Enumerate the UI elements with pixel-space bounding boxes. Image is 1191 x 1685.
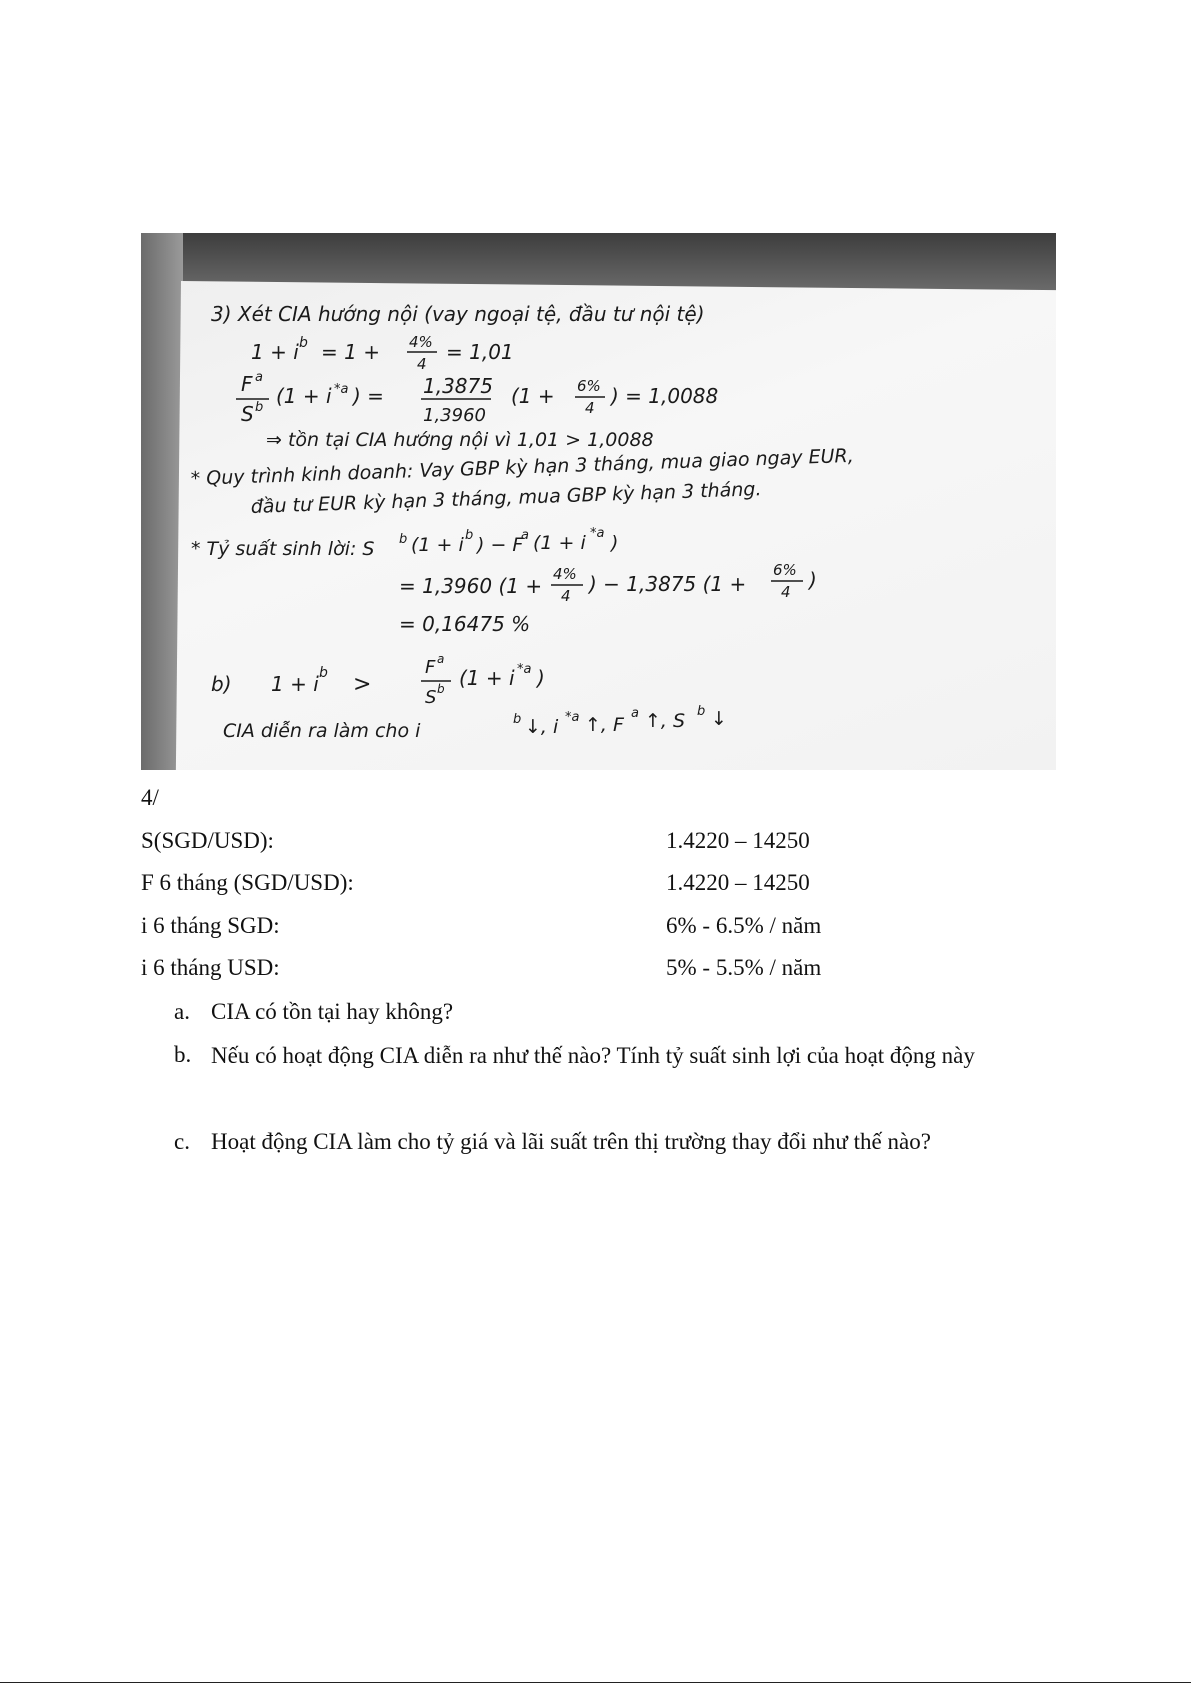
hw-line: = 0,16475 % <box>399 612 531 636</box>
hw-line: S <box>425 687 437 708</box>
hw-line: ↓, i <box>525 716 559 738</box>
hw-line: 1,3875 <box>423 374 493 398</box>
hw-line: 4% <box>553 565 577 583</box>
hw-line: b) <box>211 672 232 696</box>
handwriting-layer <box>141 233 1056 770</box>
hw-line: ↓ <box>711 708 727 730</box>
page-bottom-rule <box>0 1682 1191 1683</box>
hw-line: b <box>437 682 445 696</box>
question-marker-c: c. <box>174 1129 190 1154</box>
hw-line: (1 + <box>511 384 555 408</box>
row-label-forward-rate: F 6 tháng (SGD/USD): <box>141 870 354 895</box>
hw-line: a <box>521 528 529 543</box>
hw-line: *a <box>334 382 349 397</box>
hw-line: (1 + i <box>459 666 515 690</box>
hw-line: 1 + i <box>271 672 319 696</box>
hw-line: b <box>255 400 264 415</box>
hw-line: ↑, S <box>645 710 686 732</box>
hw-line: ) − F <box>477 534 524 556</box>
hw-line: (1 + i <box>276 384 332 408</box>
hw-line: ) <box>537 666 545 690</box>
hw-line: a <box>437 652 445 666</box>
hw-line: *a <box>565 710 580 725</box>
hw-line: b <box>513 712 522 727</box>
hw-line: ) = <box>353 384 384 408</box>
hw-line: S <box>241 402 254 426</box>
problem-number: 4/ <box>141 785 159 810</box>
hw-line: (1 + i <box>411 534 464 556</box>
hw-line: b <box>697 704 706 719</box>
hw-line: ) − 1,3875 (1 + <box>589 572 747 596</box>
hw-line: ⇒ tồn tại CIA hướng nội vì 1,01 > 1,0088 <box>266 429 654 451</box>
row-value-forward-rate: 1.4220 – 14250 <box>666 870 810 895</box>
row-label-interest-sgd: i 6 tháng SGD: <box>141 913 280 938</box>
row-label-interest-usd: i 6 tháng USD: <box>141 955 280 980</box>
hw-line: 4 <box>585 399 595 417</box>
row-label-spot-rate: S(SGD/USD): <box>141 828 274 853</box>
question-text-a: CIA có tồn tại hay không? <box>211 999 454 1024</box>
hw-line: = 1,3960 (1 + <box>399 574 543 598</box>
hw-line: *a <box>590 526 605 541</box>
hw-line: = 1,01 <box>446 340 514 364</box>
hw-line: 4 <box>561 587 571 605</box>
hw-line: đầu tư EUR kỳ hạn 3 tháng, mua GBP kỳ hạn 3 tháng. <box>250 478 762 518</box>
hw-line: 1 + i <box>251 340 299 364</box>
hw-line: 4% <box>409 333 433 351</box>
hw-line: a <box>255 370 263 385</box>
hw-line: 3) Xét CIA hướng nội (vay ngoại tệ, đầu tư nội tệ) <box>211 302 705 326</box>
hw-line: = 1 + <box>321 340 380 364</box>
handwritten-notes-photo <box>141 233 1056 770</box>
hw-line: * Tỷ suất sinh lời: S <box>191 538 375 560</box>
hw-line: ) = 1,0088 <box>611 384 719 408</box>
hw-line: F <box>425 657 436 678</box>
hw-line: b <box>465 528 474 543</box>
hw-line: F <box>241 372 253 396</box>
hw-line: b <box>399 532 408 547</box>
row-value-interest-usd: 5% - 5.5% / năm <box>666 955 822 980</box>
question-marker-a: a. <box>174 999 190 1024</box>
hw-line: b <box>319 665 328 681</box>
question-marker-b: b. <box>174 1042 192 1067</box>
hw-line: b <box>299 335 308 351</box>
hw-line: ) <box>809 568 817 592</box>
row-value-interest-sgd: 6% - 6.5% / năm <box>666 913 822 938</box>
hw-line: > <box>353 672 372 697</box>
hw-line: a <box>631 706 639 721</box>
hw-line: ) <box>611 532 619 554</box>
question-text-b: Nếu có hoạt động CIA diễn ra như thế nào? Tính tỷ suất sinh lợi của hoạt động này <box>211 1043 975 1068</box>
hw-line: 4 <box>781 583 791 601</box>
hw-line: 1,3960 <box>423 405 486 426</box>
hw-line: ↑, F <box>585 714 624 736</box>
hw-line: * Quy trình kinh doanh: Vay GBP kỳ hạn 3 tháng, mua giao ngay EUR, <box>190 444 855 490</box>
hw-line: *a <box>517 662 532 677</box>
hw-line: 6% <box>773 561 797 579</box>
hw-line: (1 + i <box>533 532 586 554</box>
question-text-c: Hoạt động CIA làm cho tỷ giá và lãi suất trên thị trường thay đổi như thế nào? <box>211 1129 931 1154</box>
hw-line: CIA diễn ra làm cho i <box>223 720 421 742</box>
row-value-spot-rate: 1.4220 – 14250 <box>666 828 810 853</box>
hw-line: 4 <box>417 355 427 373</box>
hw-line: 6% <box>577 377 601 395</box>
